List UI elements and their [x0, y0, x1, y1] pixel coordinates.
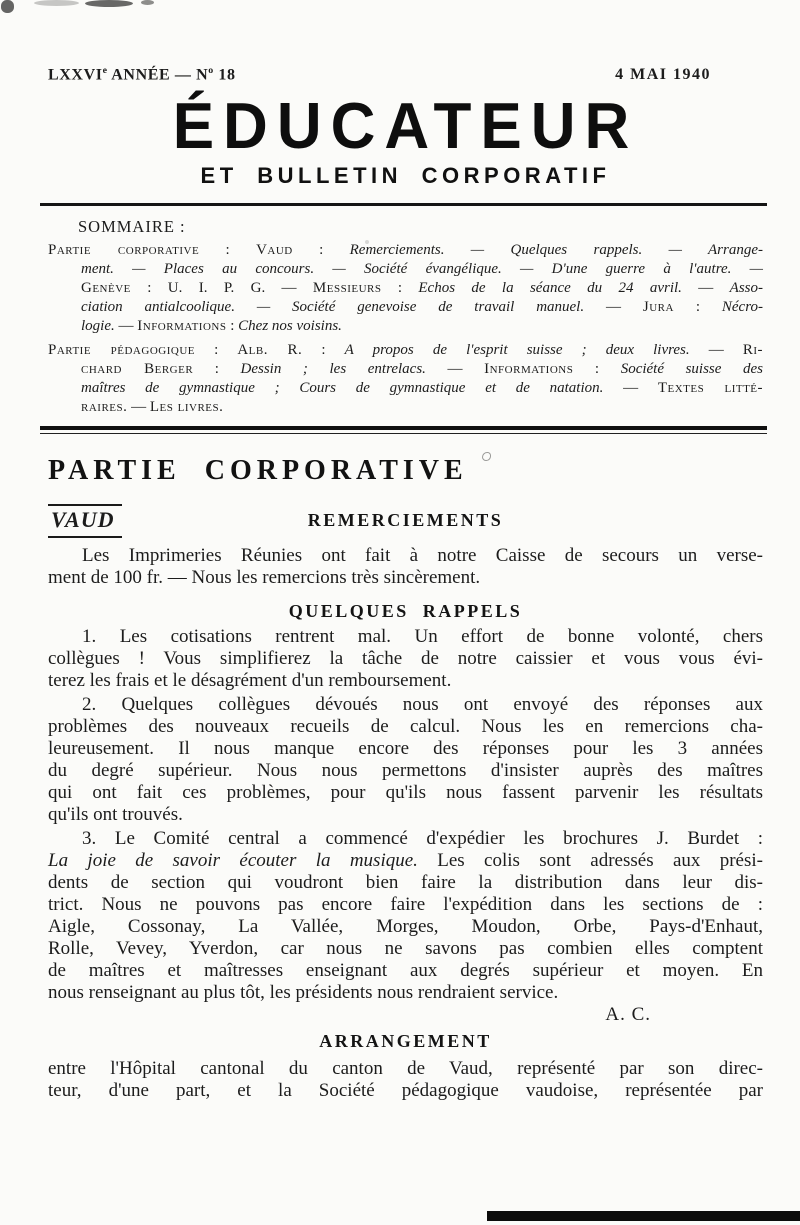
- text-line: raires. — Les livres.: [81, 399, 224, 416]
- text-line: maîtres de gymnastique ; Cours de gymnastique et de natation. — Textes litté-: [81, 380, 764, 397]
- text-line: logie. — Informations : Chez nos voisins.: [81, 318, 342, 335]
- article-heading-quelques-rappels: QUELQUES RAPPELS: [288, 601, 523, 622]
- text-line: 3. Le Comité central a commencé d'expédier les brochures J. Burdet :: [82, 828, 763, 850]
- rappels-paragraph-1: [48, 626, 763, 692]
- scan-smudge: [1, 0, 14, 13]
- masthead-title: ÉDUCATEUR: [172, 91, 639, 163]
- text-line: 1. Les cotisations rentrent mal. Un effort de bonne volonté, chers: [82, 626, 763, 648]
- text-line: nous renseignant au plus tôt, les présidents nous rendraient service.: [48, 982, 559, 1004]
- text-line: du degré supérieur. Nous nous permettons d'insister auprès des maîtres: [48, 760, 763, 782]
- section-divider-rule: [40, 426, 767, 434]
- text-line: ment. — Places au concours. — Société évangélique. — D'une guerre à l'autre. —: [81, 261, 763, 278]
- section-title-partie-corporative: PARTIE CORPORATIVE: [48, 455, 468, 487]
- text-line: entre l'Hôpital cantonal du canton de Vaud, représenté par son direc-: [48, 1058, 763, 1080]
- sommaire: [48, 217, 763, 417]
- arrangement-paragraph: [48, 1058, 763, 1102]
- sommaire-partie-pedagogique: [48, 341, 763, 417]
- article-heading-arrangement: ARRANGEMENT: [319, 1031, 492, 1052]
- text-line: Partie pédagogique : Alb. R. : A propos de l'esprit suisse ; deux livres. — Ri-: [48, 342, 763, 359]
- text-line: Rolle, Vevey, Yverdon, car nous ne savons pas combien elles comptent: [48, 938, 763, 960]
- text-line: qui ont fait ces problèmes, pour qu'ils nous fassent parvenir les résultats: [48, 782, 763, 804]
- text-line: Partie corporative : Vaud : Remerciements. — Quelques rappels. — Arrange-: [48, 242, 763, 259]
- text-line: teur, d'une part, et la Société pédagogique vaudoise, représentée par: [48, 1080, 763, 1102]
- text-line: terez les frais et le désagrément d'un remboursement.: [48, 670, 452, 692]
- article-heading-remerciements: REMERCIEMENTS: [307, 510, 504, 531]
- remerciements-paragraph: [48, 545, 763, 589]
- issue-header: [48, 0, 763, 86]
- issue-date: 4 MAI 1940: [615, 66, 711, 84]
- text-line: ment de 100 fr. — Nous les remercions très sincèrement.: [48, 567, 481, 589]
- region-label-vaud: VAUD: [48, 504, 122, 538]
- region-heading-row: [48, 504, 763, 541]
- rappels-paragraph-3: [48, 828, 763, 1004]
- text-line: collègues ! Vous simplifierez la tâche de notre caissier et vous vous évi-: [48, 648, 763, 670]
- text-line: chard Berger : Dessin ; les entrelacs. — Informations : Société suisse des: [81, 361, 763, 378]
- text-line: qu'ils ont trouvés.: [48, 804, 183, 826]
- text-line: dents de section qui voudront bien faire la distribution dans leur dis-: [48, 872, 763, 894]
- text-line: problèmes des nouveaux recueils de calcul. Nous les en remercions cha-: [48, 716, 763, 738]
- text-line: leureusement. Il nous manque encore des réponses pour les 3 années: [48, 738, 763, 760]
- text-line: Aigle, Cossonay, La Vallée, Morges, Moudon, Orbe, Pays-d'Enhaut,: [48, 916, 763, 938]
- sommaire-label: SOMMAIRE :: [78, 217, 186, 237]
- signature: A. C.: [605, 1004, 651, 1026]
- text-line: Genève : U. I. P. G. — Messieurs : Echos de la séance du 24 avril. — Asso-: [81, 280, 764, 297]
- text-line: La joie de savoir écouter la musique. Les colis sont adressés aux prési-: [48, 850, 763, 872]
- scan-edge-bar: [487, 1211, 800, 1221]
- text-line: de maîtres et maîtresses enseignant aux degrés supérieur et moyen. En: [48, 960, 763, 982]
- text-line: ciation antialcoolique. — Société genevoise de travail manuel. — Jura : Nécro-: [81, 299, 763, 316]
- sommaire-partie-corporative: [48, 241, 763, 336]
- masthead-rule: [40, 203, 767, 206]
- text-line: 2. Quelques collègues dévoués nous ont envoyé des réponses aux: [82, 694, 763, 716]
- text-line: trict. Nous ne pouvons pas encore faire l'expédition dans les sections de :: [48, 894, 763, 916]
- masthead-subtitle: ET BULLETIN CORPORATIF: [200, 163, 611, 189]
- rappels-paragraph-2: [48, 694, 763, 826]
- issue-number: LXXVIe ANNÉE — $N^o$ 18: [48, 65, 236, 84]
- text-line: Les Imprimeries Réunies ont fait à notre Caisse de secours un verse-: [82, 545, 763, 567]
